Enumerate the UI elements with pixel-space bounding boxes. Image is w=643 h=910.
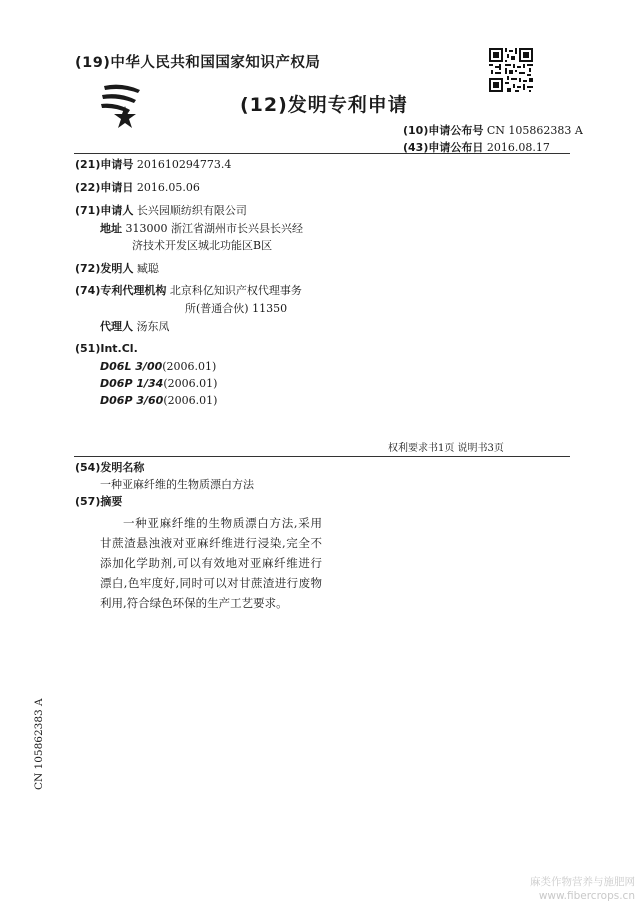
agency-line-2: 所(普通合伙) 11350 <box>185 302 288 315</box>
application-number-label: (21)申请号 <box>75 158 134 171</box>
application-number-value: 201610294773.4 <box>136 158 232 171</box>
ipc-label: (51)Int.Cl. <box>75 342 138 355</box>
ipc-version: (2006.01) <box>163 394 218 407</box>
ipc-item <box>100 359 216 375</box>
ipc-code: D06L 3/00 <box>100 360 163 373</box>
inventor-value: 臧聪 <box>136 262 159 275</box>
filing-date-field <box>75 180 200 196</box>
invention-title-label: (54)发明名称 <box>75 461 145 474</box>
agency-field <box>75 283 302 299</box>
watermark-line-1: 麻类作物营养与施肥网 <box>530 876 635 888</box>
filing-date-label: (22)申请日 <box>75 181 134 194</box>
application-number-field <box>75 157 231 173</box>
header-divider <box>74 153 570 154</box>
publication-date-label: (43)申请公布日 <box>403 141 484 154</box>
address-line-2: 济技术开发区城北功能区B区 <box>132 239 273 252</box>
filing-date-value: 2016.05.06 <box>136 181 200 194</box>
inventor-label: (72)发明人 <box>75 262 134 275</box>
agency-line-1: 北京科亿知识产权代理事务 <box>169 284 302 297</box>
publication-number-label: (10)申请公布号 <box>403 124 484 137</box>
ipc-version: (2006.01) <box>163 377 218 390</box>
applicant-field <box>75 203 247 219</box>
patent-office-name: (19)中华人民共和国国家知识产权局 <box>75 55 321 71</box>
ipc-version: (2006.01) <box>162 360 217 373</box>
applicant-label: (71)申请人 <box>75 204 134 217</box>
section-divider <box>74 456 570 457</box>
patent-office-logo-icon <box>100 80 148 130</box>
agent-label: 代理人 <box>100 320 133 333</box>
website-watermark <box>510 875 635 903</box>
watermark-line-2: www.fibercrops.cn <box>538 890 635 902</box>
ipc-code: D06P 3/60 <box>100 394 164 407</box>
page-count-info: 权利要求书1页 说明书3页 <box>388 443 504 454</box>
agent-value: 汤东凤 <box>136 320 170 333</box>
address-label: 地址 <box>100 222 122 235</box>
inventor-field <box>75 261 159 277</box>
invention-title: 一种亚麻纤维的生物质漂白方法 <box>100 478 254 491</box>
abstract-label: (57)摘要 <box>75 495 123 508</box>
publication-number-value: CN 105862383 A <box>486 124 583 137</box>
applicant-value: 长兴园顺纺织有限公司 <box>136 204 247 217</box>
document-type-title: (12)发明专利申请 <box>240 94 408 116</box>
abstract-text: 一种亚麻纤维的生物质漂白方法,采用甘蔗渣悬浊液对亚麻纤维进行浸染,完全不添加化学助剂,可以有效地对亚麻纤维进行漂白,色牢度好,同时可以对甘蔗渣进行废物利用,符合绿色环保的生产工艺要求。 <box>100 516 322 610</box>
ipc-item <box>100 393 217 409</box>
ipc-item <box>100 376 217 392</box>
qr-code-icon <box>489 48 533 92</box>
ipc-code: D06P 1/34 <box>100 377 164 390</box>
address-field <box>100 221 303 237</box>
publication-number-row <box>403 122 583 138</box>
publication-date-value: 2016.08.17 <box>486 141 550 154</box>
address-line-1: 313000 浙江省湖州市长兴县长兴经 <box>125 222 303 235</box>
agent-field <box>100 319 170 335</box>
side-publication-code: CN 105862383 A <box>33 698 45 790</box>
agency-label: (74)专利代理机构 <box>75 284 167 297</box>
